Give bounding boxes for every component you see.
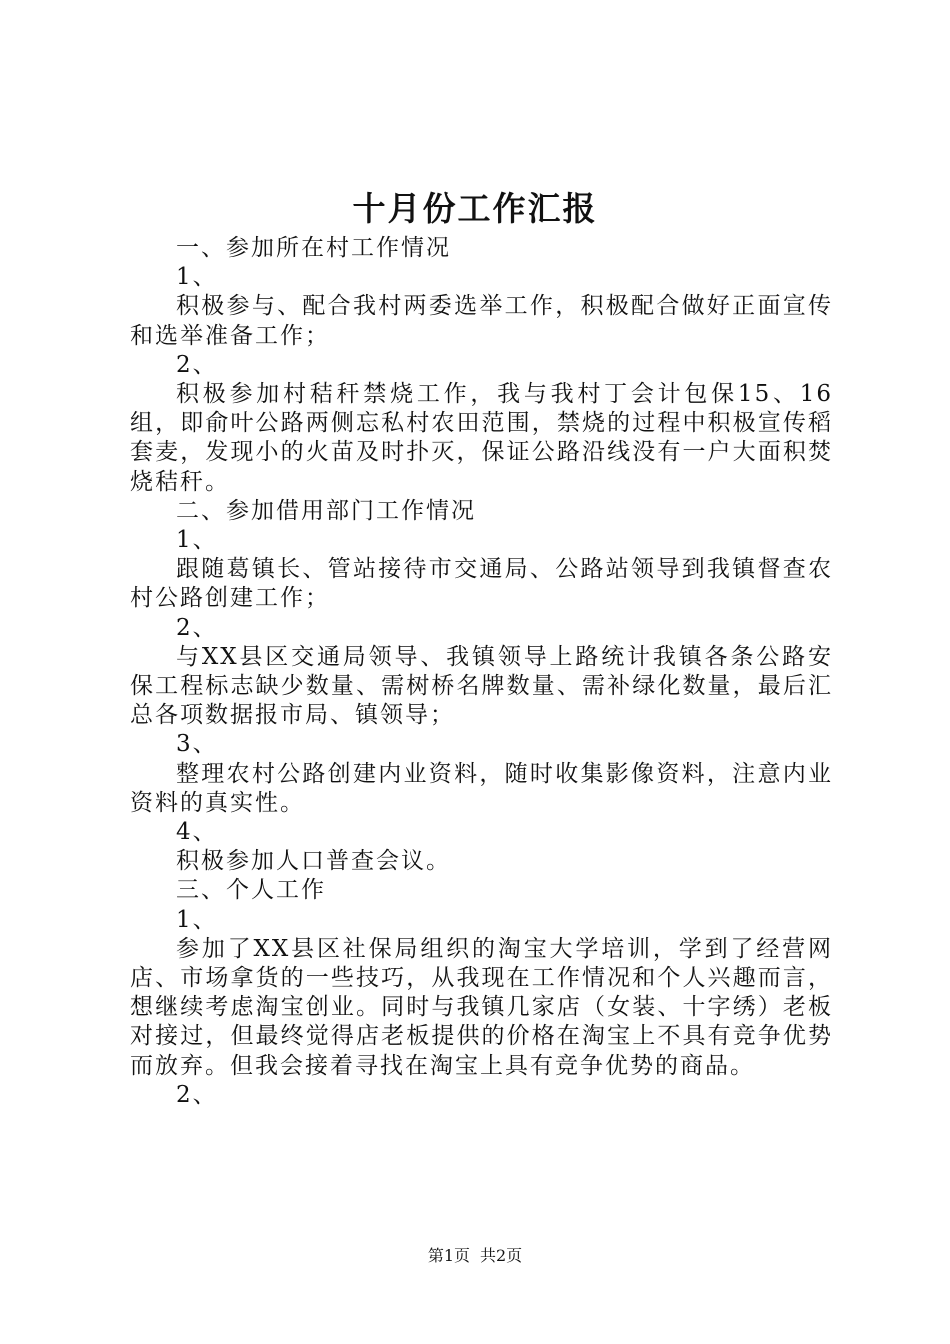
paragraph: 参加了XX县区社保局组织的淘宝大学培训，学到了经营网店、市场拿货的一些技巧，从我现在工作情况和个人兴趣而言，想继续考虑淘宝创业。同时与我镇几家店（女装、十字绣）老板对接过，但最终觉得店老板提供的价格在淘宝上不具有竞争优势而放弃。但我会接着寻找在淘宝上具有竞争优势的商品。 [130,935,833,1079]
item-number: 1、 [176,527,218,554]
document-title: 十月份工作汇报 [352,189,598,228]
paragraph: 积极参加村秸秆禁烧工作，我与我村丁会计包保15、16组，即俞叶公路两侧忘私村农田范围，禁烧的过程中积极宣传稻套麦，发现小的火苗及时扑灭，保证公路沿线没有一户大面积焚烧秸秆。 [130,381,833,495]
item-number: 4、 [176,819,218,846]
page-number: 第1页 [427,1246,470,1265]
section-heading-1: 一、参加所在村工作情况 [176,235,451,261]
document-body [130,234,833,1110]
paragraph: 整理农村公路创建内业资料，随时收集影像资料，注意内业资料的真实性。 [130,760,833,816]
section-heading-3: 三、个人工作 [176,877,326,904]
item-number: 2、 [176,614,218,641]
page-total: 共2页 [480,1246,523,1265]
item-number: 3、 [176,731,218,758]
paragraph: 积极参加人口普查会议。 [176,848,451,875]
paragraph: 积极参与、配合我村两委选举工作，积极配合做好正面宣传和选举准备工作； [130,293,833,349]
paragraph: 与XX县区交通局领导、我镇领导上路统计我镇各条公路安保工程标志缺少数量、需树桥名牌数量、需补绿化数量，最后汇总各项数据报市局、镇领导； [130,643,833,729]
section-heading-2: 二、参加借用部门工作情况 [176,497,476,524]
item-number: 2、 [176,1081,218,1108]
page-footer [0,1245,950,1267]
paragraph: 跟随葛镇长、管站接待市交通局、公路站领导到我镇督查农村公路创建工作； [130,556,833,612]
item-number: 2、 [176,351,218,378]
item-number: 1、 [176,906,218,933]
item-number: 1、 [176,264,218,291]
